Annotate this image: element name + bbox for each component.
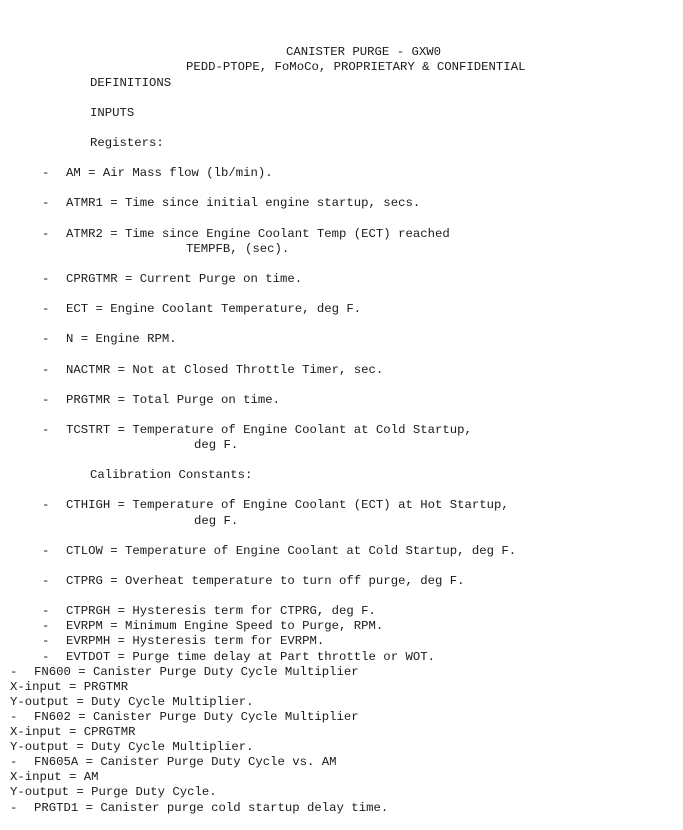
register-item: CPRGTMR = Current Purge on time.	[66, 272, 303, 286]
calibration-item: EVRPM = Minimum Engine Speed to Purge, RPM.	[66, 619, 384, 633]
bullet-dash: -	[42, 196, 50, 210]
register-item-continuation: TEMPFB, (sec).	[186, 242, 290, 256]
register-item-continuation: deg F.	[194, 438, 239, 452]
function-name: FN600 = Canister Purge Duty Cycle Multiplier	[34, 665, 359, 679]
register-item: N = Engine RPM.	[66, 332, 177, 346]
bullet-dash: -	[42, 302, 50, 316]
bullet-dash: -	[42, 634, 50, 648]
section-inputs: INPUTS	[90, 106, 135, 120]
calibration-item: CTHIGH = Temperature of Engine Coolant (ECT) at Hot Startup,	[66, 498, 509, 512]
bullet-dash: -	[42, 650, 50, 664]
register-item: PRGTMR = Total Purge on time.	[66, 393, 281, 407]
section-definitions: DEFINITIONS	[90, 76, 172, 90]
bullet-dash: -	[42, 227, 50, 241]
section-calibration: Calibration Constants:	[90, 468, 253, 482]
function-y-output: Y-output = Duty Cycle Multiplier.	[10, 740, 254, 754]
bullet-dash: -	[42, 498, 50, 512]
function-y-output: Y-output = Duty Cycle Multiplier.	[10, 695, 254, 709]
register-item: NACTMR = Not at Closed Throttle Timer, sec.	[66, 363, 384, 377]
calibration-item: EVRPMH = Hysteresis term for EVRPM.	[66, 634, 325, 648]
register-item: ECT = Engine Coolant Temperature, deg F.	[66, 302, 362, 316]
function-name: FN605A = Canister Purge Duty Cycle vs. AM	[34, 755, 337, 769]
register-item: TCSTRT = Temperature of Engine Coolant at Cold Startup,	[66, 423, 472, 437]
calibration-item: EVTDOT = Purge time delay at Part throttle or WOT.	[66, 650, 435, 664]
calibration-item-continuation: deg F.	[194, 514, 239, 528]
function-y-output: Y-output = Purge Duty Cycle.	[10, 785, 217, 799]
last-item: PRGTD1 = Canister purge cold startup delay time.	[34, 801, 389, 815]
bullet-dash: -	[10, 665, 18, 679]
register-item: AM = Air Mass flow (lb/min).	[66, 166, 273, 180]
bullet-dash: -	[42, 574, 50, 588]
function-name: FN602 = Canister Purge Duty Cycle Multiplier	[34, 710, 359, 724]
document-title: CANISTER PURGE - GXW0	[286, 45, 441, 59]
bullet-dash: -	[42, 272, 50, 286]
bullet-dash: -	[42, 332, 50, 346]
calibration-item: CTPRG = Overheat temperature to turn off purge, deg F.	[66, 574, 465, 588]
bullet-dash: -	[10, 710, 18, 724]
bullet-dash: -	[10, 755, 18, 769]
bullet-dash: -	[10, 801, 18, 815]
calibration-item: CTLOW = Temperature of Engine Coolant at Cold Startup, deg F.	[66, 544, 517, 558]
function-x-input: X-input = AM	[10, 770, 99, 784]
document-subtitle: PEDD-PTOPE, FoMoCo, PROPRIETARY & CONFIDENTIAL	[186, 60, 526, 74]
function-x-input: X-input = CPRGTMR	[10, 725, 136, 739]
calibration-item: CTPRGH = Hysteresis term for CTPRG, deg F.	[66, 604, 376, 618]
register-item: ATMR2 = Time since Engine Coolant Temp (ECT) reached	[66, 227, 450, 241]
bullet-dash: -	[42, 363, 50, 377]
bullet-dash: -	[42, 166, 50, 180]
bullet-dash: -	[42, 619, 50, 633]
bullet-dash: -	[42, 423, 50, 437]
function-x-input: X-input = PRGTMR	[10, 680, 129, 694]
bullet-dash: -	[42, 604, 50, 618]
section-registers: Registers:	[90, 136, 164, 150]
bullet-dash: -	[42, 544, 50, 558]
register-item: ATMR1 = Time since initial engine startup, secs.	[66, 196, 421, 210]
bullet-dash: -	[42, 393, 50, 407]
